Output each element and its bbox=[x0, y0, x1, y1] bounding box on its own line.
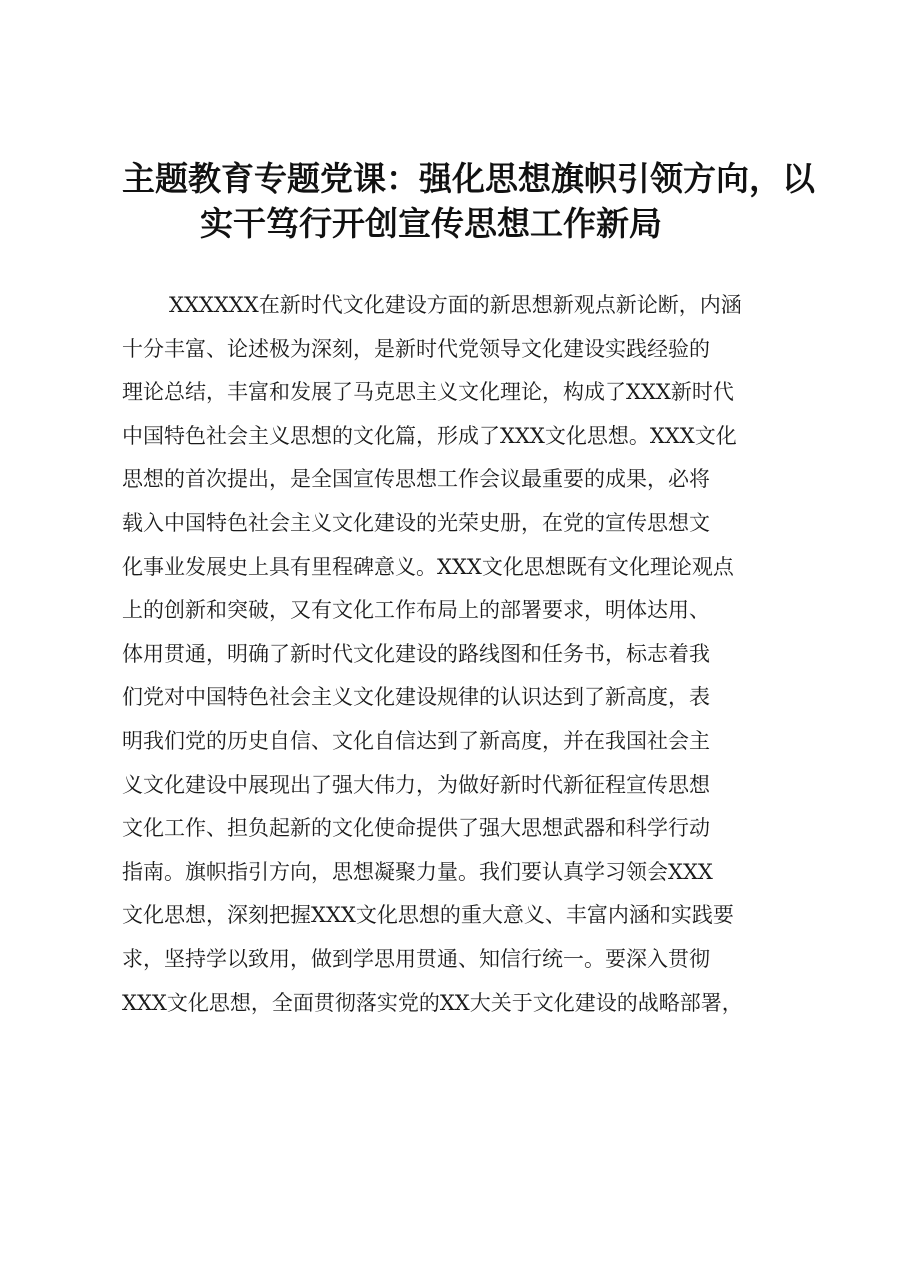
body-line: 明我们党的历史自信、文化自信达到了新高度，并在我国社会主 bbox=[122, 728, 710, 753]
body-line: 体用贯通，明确了新时代文化建设的路线图和任务书，标志着我 bbox=[122, 641, 710, 666]
body-line: 指南。旗帜指引方向，思想凝聚力量。我们要认真学习领会XXX bbox=[122, 859, 713, 884]
body-line: 文化工作、担负起新的文化使命提供了强大思想武器和科学行动 bbox=[122, 816, 710, 841]
body-line: 们党对中国特色社会主义文化建设规律的认识达到了新高度，表 bbox=[122, 685, 710, 710]
body-line: XXXXXX在新时代文化建设方面的新思想新观点新论断，内涵 bbox=[169, 293, 742, 317]
document-title bbox=[100, 156, 840, 246]
body-line: 化事业发展史上具有里程碑意义。XXX文化思想既有文化理论观点 bbox=[122, 554, 734, 579]
title-line-2: 实干笃行开创宣传思想工作新局 bbox=[200, 204, 662, 243]
body-line: 中国特色社会主义思想的文化篇，形成了XXX文化思想。XXX文化 bbox=[122, 423, 737, 448]
body-line: 十分丰富、论述极为深刻，是新时代党领导文化建设实践经验的 bbox=[122, 336, 710, 361]
body-line: 求，坚持学以致用，做到学思用贯通、知信行统一。要深入贯彻 bbox=[122, 946, 710, 971]
body-line: XXX文化思想，全面贯彻落实党的XX大关于文化建设的战略部署， bbox=[122, 990, 743, 1015]
body-line: 文化思想，深刻把握XXX文化思想的重大意义、丰富内涵和实践要 bbox=[122, 903, 734, 928]
body-line: 义文化建设中展现出了强大伟力，为做好新时代新征程宣传思想 bbox=[122, 772, 710, 797]
body-line: 上的创新和突破，又有文化工作布局上的部署要求，明体达用、 bbox=[122, 598, 710, 623]
title-line-1: 主题教育专题党课：强化思想旗帜引领方向，以 bbox=[122, 159, 815, 198]
body-line: 理论总结，丰富和发展了马克思主义文化理论，构成了XXX新时代 bbox=[122, 380, 734, 405]
body-line: 思想的首次提出，是全国宣传思想工作会议最重要的成果，必将 bbox=[122, 467, 710, 492]
document-body bbox=[122, 284, 822, 1025]
body-line: 载入中国特色社会主义文化建设的光荣史册，在党的宣传思想文 bbox=[122, 510, 710, 535]
